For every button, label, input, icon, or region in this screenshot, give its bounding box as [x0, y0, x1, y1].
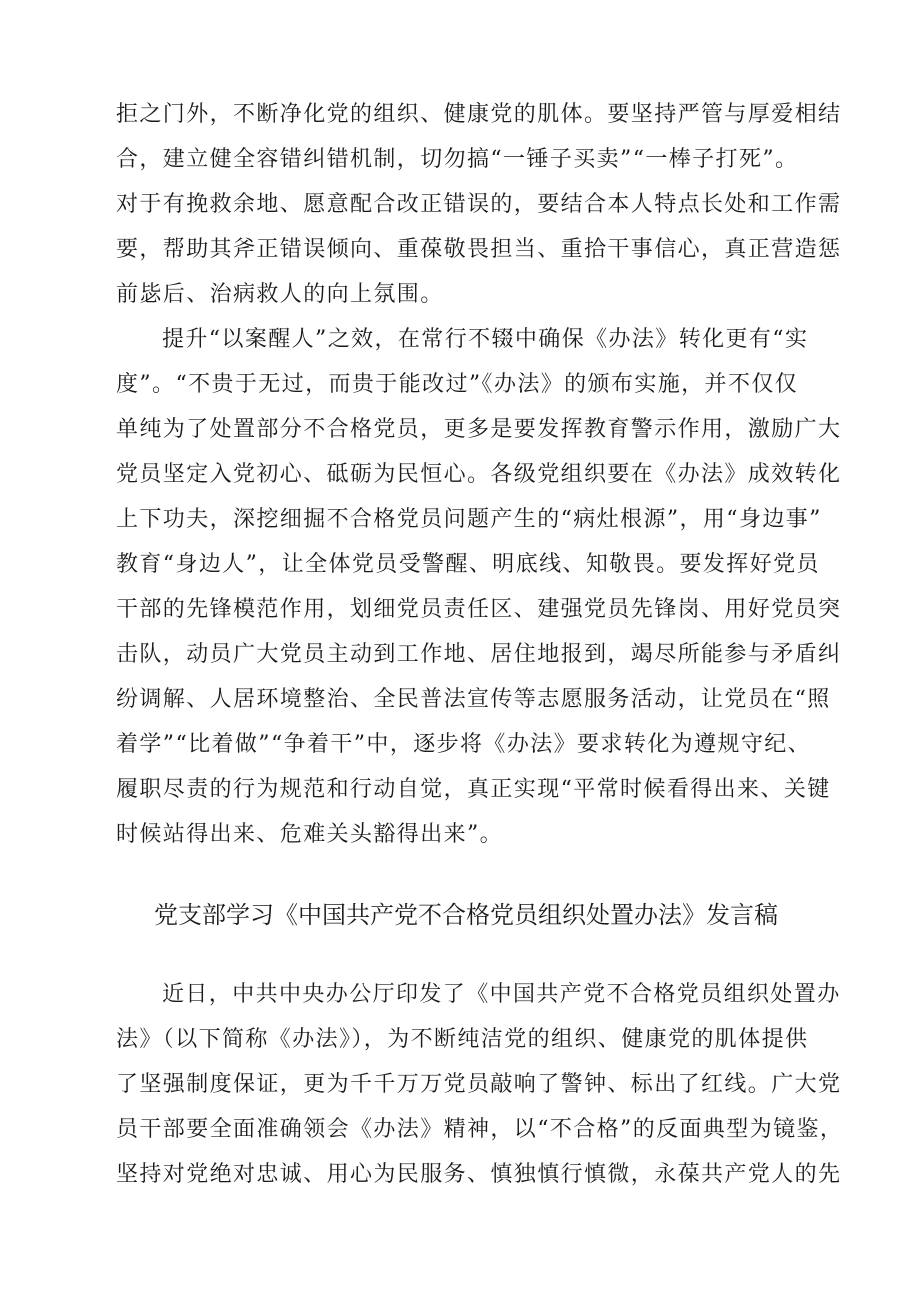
paragraph-line: 法》（以下简称《办法》），为不断纯洁党的组织、健康党的肌体提供 — [116, 1027, 809, 1052]
paragraph-line: 坚持对党绝对忠诚、用心为民服务、慎独慎行慎微，永葆共产党人的先 — [116, 1162, 842, 1187]
paragraph-line: 单纯为了处置部分不合格党员，更多是要发挥教育警示作用，激励广大 — [116, 417, 842, 442]
paragraph-line: 纷调解、人居环境整治、全民普法宣传等志愿服务活动，让党员在“照 — [116, 687, 831, 712]
paragraph-line: 干部的先锋模范作用，划细党员责任区、建强党员先锋岗、用好党员突 — [116, 597, 842, 622]
paragraph-line: 上下功夫，深挖细掘不合格党员问题产生的“病灶根源”，用“身边事” — [116, 507, 822, 532]
paragraph-line: 拒之门外，不断净化党的组织、健康党的肌体。要坚持严管与厚爱相结 — [116, 102, 842, 127]
paragraph-line: 提升“以案醒人”之效，在常行不辍中确保《办法》转化更有“实 — [162, 327, 809, 352]
paragraph-line: 了坚强制度保证，更为千千万万党员敲响了警钟、标出了红线。广大党 — [116, 1072, 842, 1097]
paragraph-line: 党员坚定入党初心、砥砺为民恒心。各级党组织要在《办法》成效转化 — [116, 462, 842, 487]
paragraph-line: 履职尽责的行为规范和行动自觉，真正实现“平常时候看得出来、关键 — [116, 777, 831, 802]
paragraph-line: 近日，中共中央办公厅印发了《中国共产党不合格党员组织处置办 — [162, 982, 841, 1007]
paragraph-line: 要，帮助其斧正错误倾向、重葆敬畏担当、重拾干事信心，真正营造惩 — [116, 237, 842, 262]
section-heading: 党支部学习《中国共产党不合格党员组织处置办法》发言稿 — [154, 901, 778, 929]
paragraph-line: 合，建立健全容错纠错机制，切勿搞“一锤子买卖”“一棒子打死”。 — [116, 147, 799, 172]
paragraph-line: 击队，动员广大党员主动到工作地、居住地报到，竭尽所能参与矛盾纠 — [116, 642, 842, 667]
paragraph-line: 着学”“比着做”“争着干”中，逐步将《办法》要求转化为遵规守纪、 — [116, 732, 812, 757]
paragraph-line: 时候站得出来、危难关头豁得出来”。 — [116, 822, 504, 847]
paragraph-line: 度”。“不贵于无过，而贵于能改过”《办法》的颁布实施，并不仅仅 — [116, 372, 799, 397]
paragraph-line: 前毖后、治病救人的向上氛围。 — [116, 282, 444, 307]
paragraph-line: 教育“身边人”，让全体党员受警醒、明底线、知敬畏。要发挥好党员 — [116, 552, 820, 577]
paragraph-line: 员干部要全面准确领会《办法》精神，以“不合格”的反面典型为镜鉴， — [116, 1117, 844, 1142]
paragraph-line: 对于有挽救余地、愿意配合改正错误的，要结合本人特点长处和工作需 — [116, 192, 842, 217]
